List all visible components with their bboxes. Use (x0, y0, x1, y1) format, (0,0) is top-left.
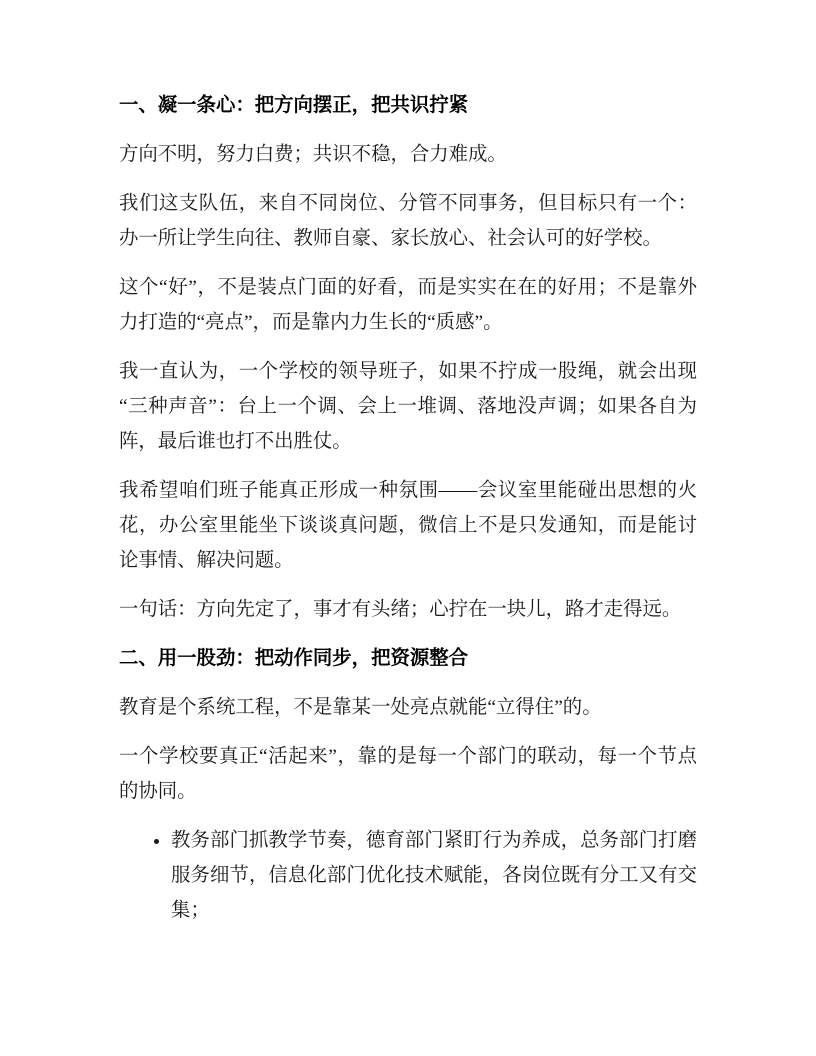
section-1-paragraph-4: 我一直认为，一个学校的领导班子，如果不拧成一股绳，就会出现“三种声音”：台上一个调、会上一堆调、落地没声调；如果各自为阵，最后谁也打不出胜仗。 (119, 361, 697, 452)
section-2-paragraph-2: 一个学校要真正“活起来”，靠的是每一个部门的联动，每一个节点的协同。 (119, 746, 697, 802)
section-1-paragraph-3: 这个“好”，不是装点门面的好看，而是实实在在的好用；不是靠外力打造的“亮点”，而是靠内力生长的“质感”。 (119, 277, 697, 333)
section-1-paragraph-6: 一句话：方向先定了，事才有头绪；心拧在一块儿，路才走得远。 (119, 599, 682, 620)
section-2-bullet-item-1: • 教务部门抓教学节奏，德育部门紧盯行为养成，总务部门打磨服务细节，信息化部门优化技术赋能，各岗位既有分工又有交集； (171, 823, 697, 928)
section-1-paragraph-1: 方向不明，努力白费；共识不稳，合力难成。 (119, 144, 507, 165)
section-1-paragraph-5: 我希望咱们班子能真正形成一种氛围——会议室里能碰出思想的火花，办公室里能坐下谈谈真问题，微信上不是只发通知，而是能讨论事情、解决问题。 (119, 480, 697, 571)
section-2-bullet-list (119, 823, 697, 928)
section-2-paragraph-1: 教育是个系统工程，不是靠某一处亮点就能“立得住”的。 (119, 697, 602, 718)
section-1-heading: 一、凝一条心：把方向摆正，把共识拧紧 (119, 95, 469, 116)
section-2-heading: 二、用一股劲：把动作同步，把资源整合 (119, 648, 469, 669)
section-1-paragraph-2: 我们这支队伍，来自不同岗位、分管不同事务，但目标只有一个：办一所让学生向往、教师自豪、家长放心、社会认可的好学校。 (119, 193, 697, 249)
